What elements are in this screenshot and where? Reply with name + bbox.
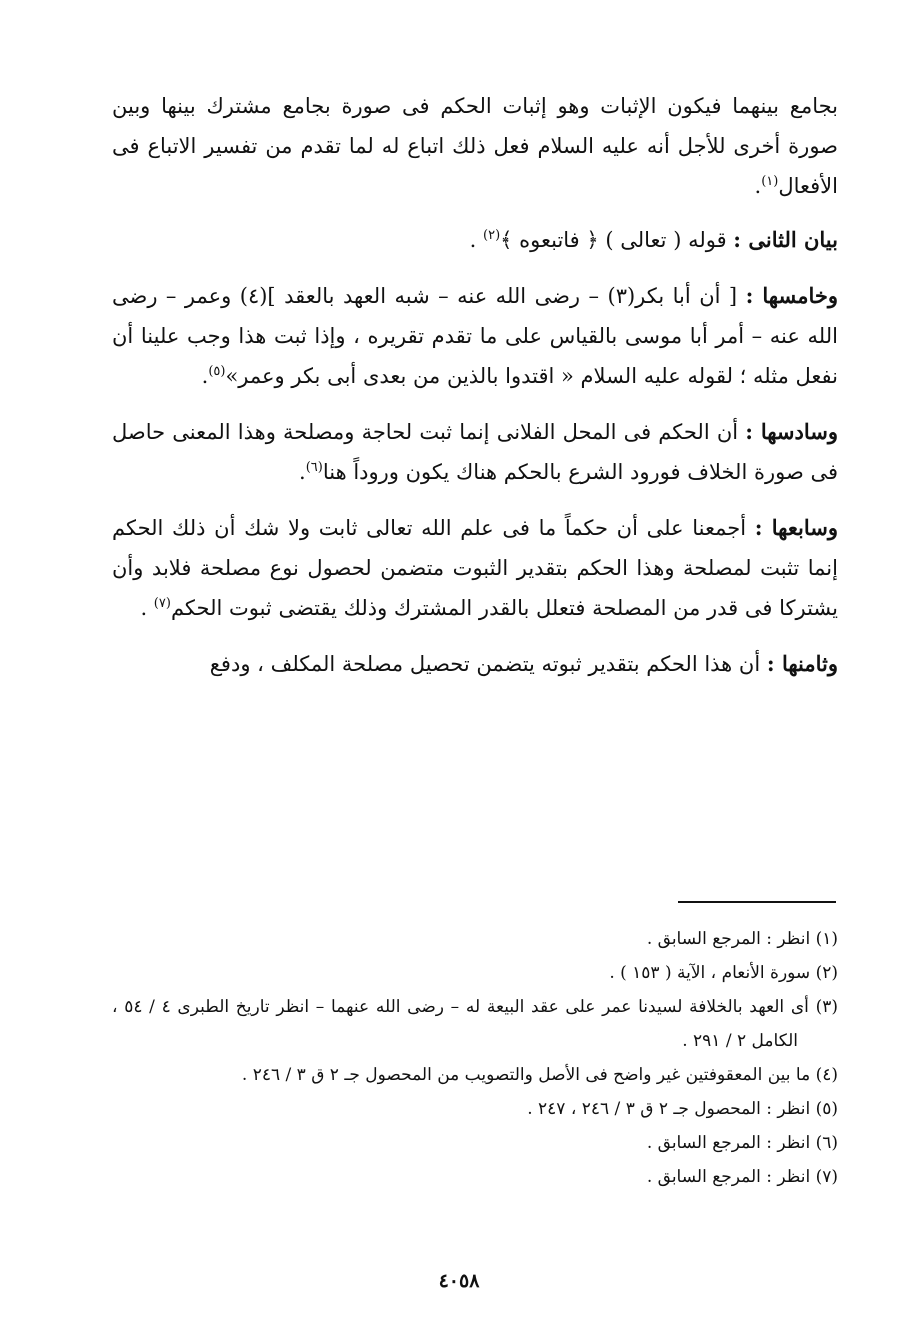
paragraph-end: .	[299, 460, 306, 484]
footnote-3: (٣) أى العهد بالخلافة لسيدنا عمر على عقد البيعة له – رضى الله عنهما – انظر تاريخ الطبرى ٤ / ٥٤ ، الكامل ٢ / ٢٩١ .	[112, 997, 838, 1051]
paragraph-lead: وخامسها :	[745, 283, 838, 308]
footnote-4: (٤) ما بين المعقوفتين غير واضح فى الأصل والتصويب من المحصول جـ ٢ ق ٣ / ٢٤٦ .	[241, 1065, 838, 1085]
footnotes	[112, 922, 838, 1194]
paragraph-text: أن الحكم فى المحل الفلانى إنما ثبت لحاجة ومصلحة وهذا المعنى حاصل فى صورة الخلاف فورود الشرع بالحكم هناك يكون وروداً هنا	[112, 420, 838, 484]
paragraph-end: .	[469, 228, 483, 252]
paragraph-end: .	[754, 174, 762, 198]
main-text	[112, 86, 838, 700]
page-number: ٤٠٥٨	[438, 1270, 480, 1292]
paragraph-text: بجامع بينهما فيكون الإثبات وهو إثبات الحكم فى صورة بجامع مشترك بينها وبين صورة أخرى للأجل أنه عليه السلام فعل ذلك اتباع له لما تقدم من تفسير الاتباع فى الأفعال	[112, 94, 838, 198]
footnote-ref: (١)	[761, 174, 779, 189]
footnote-5: (٥) انظر : المحصول جـ ٢ ق ٣ / ٢٤٦ ، ٢٤٧ .	[527, 1099, 838, 1119]
paragraph-end: .	[140, 596, 154, 620]
footnote-ref: (٧)	[153, 596, 171, 611]
paragraph-lead: بيان الثانى :	[733, 227, 838, 252]
footnote-ref: (٢)	[483, 228, 501, 243]
paragraph-text: أن هذا الحكم بتقدير ثبوته يتضمن تحصيل مصلحة المكلف ، ودفع	[209, 652, 767, 676]
paragraph-lead: وسادسها :	[745, 419, 838, 444]
footnote-divider	[678, 901, 836, 903]
paragraph-text: أجمعنا على أن حكماً ما فى علم الله تعالى ثابت ولا شك أن ذلك الحكم إنما تثبت لمصلحة وهذا الحكم بتقدير الثبوت متضمن لحصول نوع مصلحة فلابد وأن يشتركا فى قدر من المصلحة فتعلل بالقدر المشترك وذلك يقتضى ثبوت الحكم	[112, 516, 838, 620]
paragraph-fifth	[112, 276, 838, 396]
paragraph-second-proof	[112, 220, 838, 260]
footnote-2: (٢) سورة الأنعام ، الآية ( ١٥٣ ) .	[609, 963, 838, 983]
paragraph-sixth	[112, 412, 838, 492]
paragraph-end: .	[201, 364, 209, 388]
paragraph-continuation	[112, 86, 838, 206]
paragraph-eighth	[112, 644, 838, 684]
paragraph-seventh	[112, 508, 838, 628]
paragraph-text: قوله ( تعالى ) ﴿ فاتبعوه ﴾	[500, 228, 734, 252]
footnote-7: (٧) انظر : المرجع السابق .	[646, 1167, 838, 1187]
footnote-6: (٦) انظر : المرجع السابق .	[646, 1133, 838, 1153]
footnote-ref: (٦)	[305, 460, 323, 475]
paragraph-text: [ أن أبا بكر(٣) – رضى الله عنه – شبه العهد بالعقد ](٤) وعمر – رضى الله عنه – أمر أبا موسى بالقياس على ما تقدم تقريره ، وإذا ثبت هذا وجب علينا أن نفعل مثله ؛ لقوله عليه السلام « اقتدوا بالذين من بعدى أبى بكر وعمر»	[112, 284, 838, 388]
paragraph-lead: وثامنها :	[766, 651, 838, 676]
footnote-1: (١) انظر : المرجع السابق .	[646, 929, 838, 949]
paragraph-lead: وسابعها :	[754, 515, 838, 540]
footnote-ref: (٥)	[208, 364, 226, 379]
